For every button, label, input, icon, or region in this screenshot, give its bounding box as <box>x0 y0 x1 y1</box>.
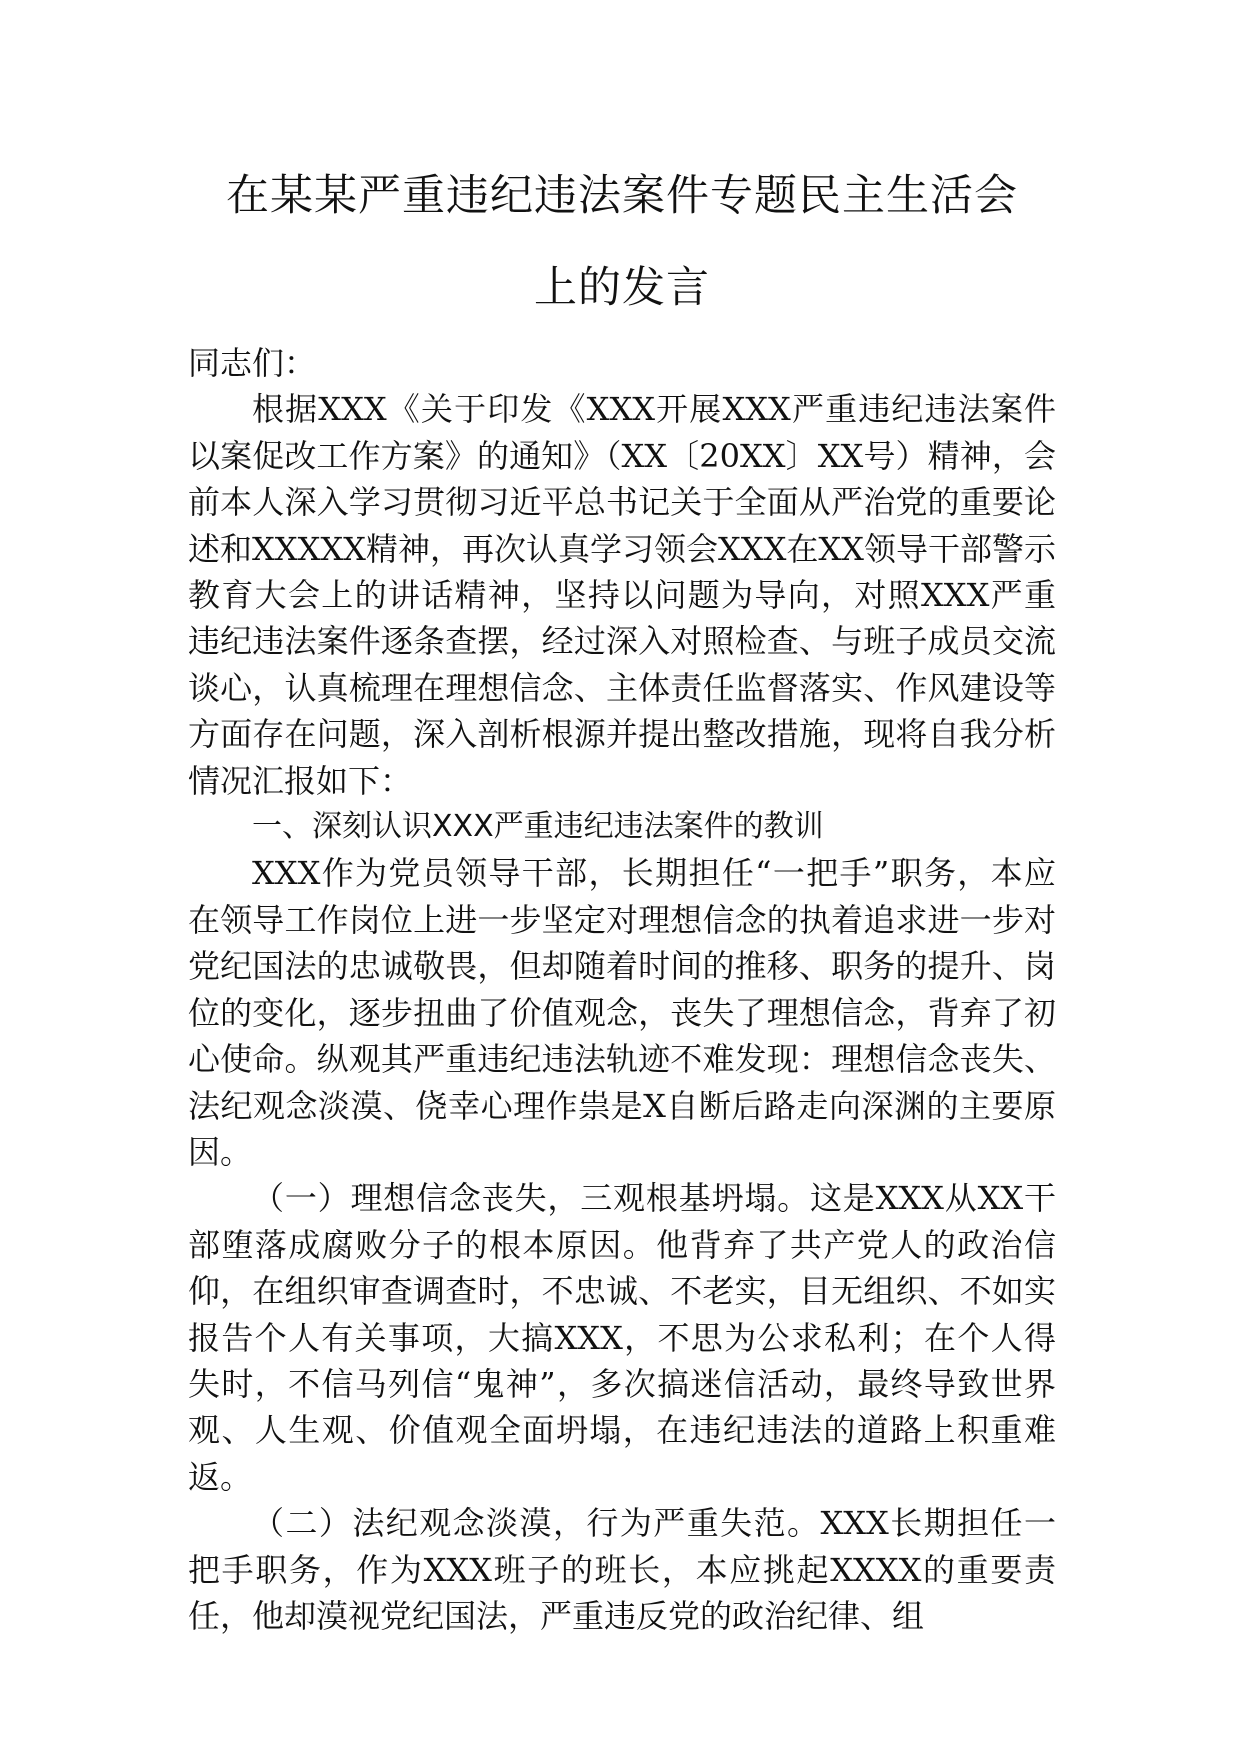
section-heading-1: 一、深刻认识XXX严重违纪违法案件的教训 <box>252 809 824 845</box>
salutation: 同志们： <box>188 344 317 382</box>
paragraph-lesson: XXX作为党员领导干部，长期担任“一把手”职务，本应在领导工作岗位上进一步坚定对理想信念的执着追求进一步对党纪国法的忠诚敬畏，但却随着时间的推移、职务的提升、岗位的变化，逐步扭曲了价值观念，丧失了理想信念，背弃了初心使命。纵观其严重违纪违法轨迹不难发现：理想信念丧失、法纪观念淡漠、侥幸心理作祟是X自断后路走向深渊的主要原因。 <box>188 854 1056 1171</box>
document-title <box>158 150 1086 334</box>
document-body <box>188 340 1056 1639</box>
title-line-1: 在某某严重违纪违法案件专题民主生活会 <box>226 171 1018 221</box>
paragraph-point-1: （一）理想信念丧失，三观根基坍塌。这是XXX从XX干部堕落成腐败分子的根本原因。他背弃了共产党人的政治信仰，在组织审查调查时，不忠诚、不老实，目无组织、不如实报告个人有关事项，大搞XXX，不思为公求私利；在个人得失时，不信马列信“鬼神”，多次搞迷信活动，最终导致世界观、人生观、价值观全面坍塌，在违纪违法的道路上积重难返。 <box>188 1179 1056 1496</box>
document-page <box>188 150 1056 1639</box>
title-line-2: 上的发言 <box>534 263 710 313</box>
paragraph-point-2: （二）法纪观念淡漠，行为严重失范。XXX长期担任一把手职务，作为XXX班子的班长，本应挑起XXXX的重要责任，他却漠视党纪国法，严重违反党的政治纪律、组 <box>188 1504 1056 1635</box>
paragraph-intro: 根据XXX《关于印发《XXX开展XXX严重违纪违法案件以案促改工作方案》的通知》（XX〔20XX〕XX号）精神，会前本人深入学习贯彻习近平总书记关于全面从严治党的重要论述和XXXXX精神，再次认真学习领会XXX在XX领导干部警示教育大会上的讲话精神，坚持以问题为导向，对照XXX严重违纪违法案件逐条查摆，经过深入对照检查、与班子成员交流谈心，认真梳理在理想信念、主体责任监督落实、作风建设等方面存在问题，深入剖析根源并提出整改措施，现将自我分析情况汇报如下： <box>188 390 1056 800</box>
